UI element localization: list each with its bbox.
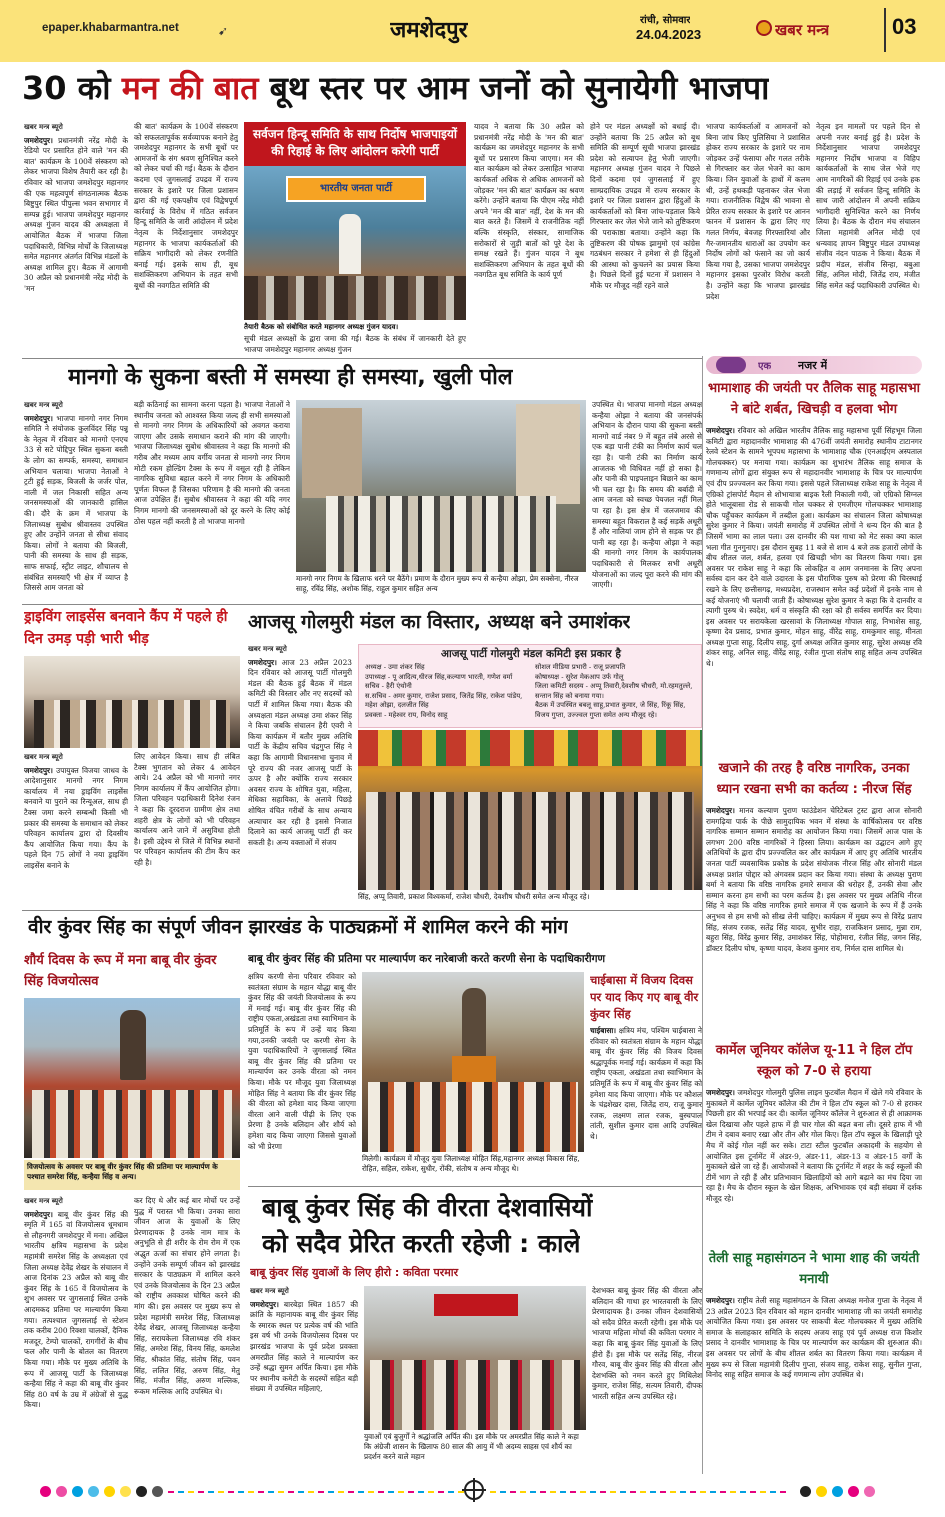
people-row <box>326 496 556 572</box>
crowd <box>34 700 230 748</box>
byline: खबर मन्त्र ब्यूरो <box>24 401 63 409</box>
story1-column-4: यादव ने बताया कि 30 अप्रैल को प्रधानमंत्री नरेंद्र मोदी के 'मन की बात' कार्यक्रम का जमशेदपुर महानगर के सभी बूथों पर प्रसारण किया जाएगा। मन की बात कार्यक्रम को लेकर उत्साहित भाजपा कार्यकर्ता अधिक से अधिक आमजनों को जोड़कर 'मन की बात' कार्यक्रम का श्रवण करेंगे। उन्होंने बताया कि पीएम नरेंद्र मोदी अपने 'मन की बात' नहीं, देश के मन की बात करते हैं। जिसमें वे राजनीतिक नहीं बल्कि संस्कृति, संस्कार, सामाजिक सरोकारों से जुड़ी बातों को पूरे देश के समक्ष रखते हैं। गुंजन यादव ने बूथ सशक्तिकरण अभियान के तहत बूथों की नवगठित बूथ समिति के कार्य पूर्ण <box>474 122 584 280</box>
story1-meeting-photo <box>244 166 466 320</box>
headline-carmel-junior: कार्मेल जूनियर कॉलेज यू-11 ने हिल टॉप स्कूल को 7-0 से हराया <box>715 1043 913 1079</box>
registration-strip-right <box>490 1491 790 1493</box>
headline-kunwar-singh-veerta-2: को सदैव प्रेरित करती रहेजी : काले <box>262 1229 581 1258</box>
story-text: बारबेड़ा स्थित 1857 की क्रांति के महानायक बाबू वीर कुंवर सिंह के स्मारक स्थल पर प्रत्येक वर्ष की भांति इस वर्ष भी उनके विजयोत्सव दिवस पर झारखंड भाजपा के पूर्व प्रदेश प्रवक्ता अमरप्रीत सिंह काले ने माल्यार्पण कर उन्हें श्रद्धा सुमन अर्पित किया। इस मौके पर स्थानीय कमेटी के सदस्यों सहित बड़ी संख्या में उपस्थित महिलाएं, <box>250 1299 358 1394</box>
story4-photo-caption: सिंह, अप्पू तिवारी, प्रकाश विश्वकर्मा, राजेश चौधरी, देवशीष चौधरी समेत अन्य मौजूद रहे। <box>358 892 590 901</box>
byline: खबर मन्त्र ब्यूरो <box>24 753 63 761</box>
dateline: जमशेदपुर। <box>706 1296 735 1305</box>
story3-camp-photo <box>24 656 240 748</box>
story1-column-2: की बात' कार्यक्रम के 100वें संस्करण को सफलतापूर्वक सर्वव्यापक बनाने हेतु जमशेदपुर महानगर के सभी बूथों पर आमजनों के संग श्रवण सुनिश्चित करने को लेकर चर्चा की गई। बैठक के दौरान कदमा एवं जुगसलाई उपद्रव में राज्य सरकार के इशारे पर जिला प्रशासन द्वारा की गई एकपक्षीय एवं विद्वेषपूर्ण कार्रवाई के विरोध में गठित सर्वजन हिन्दू समिति के जारी आंदोलन में प्रदेश नेतृत्व के निर्देशानुसार जमशेदपुर महानगर के भाजपा कार्यकर्ताओं की सक्रिय भागीदारी को लेकर रणनीति बनाई गई। इसके साथ ही, बूथ सशक्तिकरण अभियान के तहत सभी बूथों की नवगठित समिति की <box>134 122 238 290</box>
people-row <box>368 1082 578 1152</box>
subhead-kavita-parmar: बाबू कुंवर सिंह युवाओं के लिए हीरो : कविता परमार <box>250 1266 459 1279</box>
people-row <box>366 792 694 890</box>
party-banners <box>358 730 702 766</box>
garland <box>452 1056 496 1082</box>
dateline: जमशेदपुर। <box>24 1209 53 1219</box>
chaibasa-box <box>590 972 702 1184</box>
headline-part-a: 30 को <box>22 69 122 107</box>
story1-column-3: सूची मंडल अध्यक्षों के द्वारा जमा की गई। बैठक के संबंध में जानकारी देते हुए भाजपा जमशेदपुर महानगर अध्यक्ष गुंजन <box>244 334 466 354</box>
story-text: जमशेदपुर गोलमुरी पुलिस लाइन फुटबॉल मैदान में खेले गये रविवार के मुकाबले में कार्मेल जूनियर कॉलेज की टीम ने हिल टॉप स्कूल को 7-0 से हराकर पिछली हार की भरपाई कर दी। कार्मेल जूनियर कॉलेज ने शुरुआत से ही आक्रामक खेल दिखाया और पहले हाफ में ही चार गोल की बढ़त बना ली। दूसरे हाफ में भी टीम ने दबाव बनाए रखा और तीन और गोल किए। हिल टॉप स्कूल के खिलाड़ी पूरे मैच में कोई गोल नहीं कर सके। टाटा स्टील फुटबॉल अकादमी के सहयोग से आयोजित इस टूर्नामेंट में अंडर-9, अंडर-11, अंडर-13 व अंडर-15 वर्गों के मुकाबले खेले जा रहे हैं। आयोजकों ने बताया कि टूर्नामेंट में शहर के कई स्कूलों की टीमें भाग ले रही हैं और प्रतिभावान खिलाड़ियों को आगे बढ़ाने का मंच दिया जा रहा है। मैच के दौरान स्कूल के खेल शिक्षक, अभिभावक एवं बड़ी संख्या में दर्शक मौजूद रहे। <box>706 1088 922 1203</box>
divider <box>22 604 702 605</box>
story9-karni-sena-photo <box>362 972 584 1152</box>
byline: खबर मन्त्र ब्यूरो <box>24 123 63 131</box>
statue <box>120 1010 146 1080</box>
headline-teli-sahu: तेली साहू महासंगठन ने भामा शाह की जयंती मनायी <box>708 1251 920 1287</box>
color-registration-left <box>40 1486 163 1497</box>
photo-banner-text: भारतीय जनता पार्टी <box>286 176 426 202</box>
story2-column-2: बड़ी कठिनाई का सामना करना पड़ता है। भाजपा नेताओं ने स्थानीय जनता को आश्वस्त किया जल्द ही सभी समस्याओं से मानगो नगर निगम के अधिकारियों को अवगत कराया जाएगा और उसके समाधान कराने की मांग की जाएगी। भाजपा जिलाध्यक्ष सुबोध श्रीवास्तव ने कहा कि मानगो की गरीब और मध्यम आय वर्गीय जनता से मानगो नगर निगम मोटी रकम होल्डिंग टैक्स के रूप में वसूल रही है लेकिन नागरिक सुविधा बहाल करने में नगर निगम के अधिकारी पूर्णतः विफल हैं जिसका परिणाम है की मानगो की जनता आज उपेक्षित हैं। सुबोध श्रीवास्तव ने कहा की यदि नगर निगम मानगो की जनसमस्याओं को दूर करने के लिए कोई ठोस पहल नहीं करती है तो भाजपा मानगो <box>134 400 290 526</box>
dateline: जमशेदपुर। <box>248 657 277 667</box>
story10-memorial-photo <box>364 1286 586 1430</box>
divider <box>248 1186 702 1187</box>
registration-target-h <box>462 1489 486 1491</box>
dateline: जमशेदपुर। <box>706 426 735 435</box>
dateline: जमशेदपुर। <box>706 806 735 815</box>
headline-veer-kunwar-singh: वीर कुंवर सिंह का संपूर्ण जीवन झारखंड के पाठ्यक्रमों में शामिल करने की मांग <box>28 916 569 938</box>
byline: खबर मन्त्र ब्यूरो <box>24 1197 63 1205</box>
story-text: मानव कल्याण पुराण फाउंडेशन चेरिटेबल ट्रस्ट द्वारा आज सोनारी रामगढ़िया पार्क के पीछे सामुदायिक भवन में संस्था के वार्षिकोत्सव पर वरिष्ठ नागरिक सम्मान सम्मान समारोह का आयोजन किया गया। जिसमें आज पास के लगभग 200 वरिष्ठ नागरिकों ने हिस्सा लिया। कार्यक्रम का उद्घाटन आगे हुए अतिथियों के द्वारा दीप प्रज्ज्वलित कर और कार्यक्रम में आए हुए अतिथि भारतीय जनता पार्टी व्यवसायिक प्रकोष्ठ के प्रदेश संयोजक नीरज सिंह और सोनारी मंडल अध्यक्ष प्रशांत पोद्दार को अंगवस्त्र प्रदान कर किया गया। संस्था के अध्यक्ष पुराण बर्मा ने बताया कि वरिष्ठ नागरिक हमारे समाज की धरोहर हैं, उनकी सेवा और सम्मान करना हम सभी का परम कर्तव्य है। इस अवसर पर मुख्य अतिथि नीरज सिंह ने कहा कि वरिष्ठ नागरिक हमारे समाज में एक खजाने के रूप में हैं उनके अनुभव से हम सभी को सीख लेनी चाहिए। कार्यक्रम में मुख्य रूप से विरेंद्र प्रताप सिंह, संजय रजक, सतेंद्र सिंह यादव, सुभीर राहा, राजकिशन प्रसाद, मुन्ना राम, बहुरा सिंह, विरेंद्र कुमार सिंह, उमाशंकर सिंह, पोहोमारा, रंजीत सिंह, जगन सिंह, डॉक्टर दिलीप घोष, कृष्णा यादव, केशव कुमार राय, निर्मल दास शामिल थे। <box>706 806 922 953</box>
story2-group-photo <box>296 400 586 572</box>
chaibasa-headline: चाईबासा में विजय दिवस पर याद किए गए बाबू वीर कुंवर सिंह <box>590 973 699 1021</box>
story10-photo-caption: युवाओं एवं बुजुर्गों ने श्रद्धांजलि अर्पित की। इस मौके पर अमरप्रीत सिंह काले ने कहा कि अंग्रेजी शासन के खिलाफ 80 साल की आयु में भी अदम्य साहस एवं शौर्य का प्रदर्शन करने वाले महान <box>364 1432 579 1461</box>
edition-place-day: रांची, सोमवार <box>640 15 691 26</box>
story-text: क्षत्रिय मंच, पश्चिम चाईबासा ने रविवार को स्वतंत्रता संग्राम के महान योद्धा बाबू वीर कुंवर सिंह की विजय दिवस श्रद्धापूर्वक मनाई गई। कार्यक्रम में कहा कि राष्ट्रीय एकता, अखंडता तथा स्वाभिमान के प्रतिमूर्ति के रूप में बाबू वीर कुंवर सिंह को हमेशा याद किया जाएगा। मौके पर कौशल के चंद्रशेखर दास, जितेंद्र राय, राजू कुमार रजक, लक्ष्मण लाल रजक, बुस्चपाल तांती, सुशील कुमार दास आदि उपस्थित थे। <box>590 1026 702 1141</box>
story1-column-7: नेतृत्व इन मामलों पर पहले दिन से अपनी नजर बनाई हुई है। प्रदेश के निर्देशानुसार भाजपा जमशेदपुर महानगर निर्दोष भाजपा व विहिप कार्यकर्ताओं के साथ जेल भेजे गए आम नागरिकों की रिहाई एवं उनके हक की लड़ाई में सर्वजन हिन्दू समिति के साथ जारी आंदोलन में अपनी सक्रिय भागीदारी सुनिश्चित करने का निर्णय लिया है। बैठक के दौरान मंच संचालन जिला महामंत्री अनिल मोदी एवं धन्यवाद ज्ञापन बिष्टुपुर मंडल उपाध्यक्ष संजीव नंदन पाठक ने किया। बैठक में प्रदीप मंडल, संजीव सिन्हा, बबुआ सिंह, अनिल मोदी, जितेंद्र राय, मंजीत सिंह समेत कई पदाधिकारी उपस्थित थे। <box>816 122 920 290</box>
divider <box>22 358 702 359</box>
story1-column-5: होने पर मंडल अध्यक्षों को बधाई दी। उन्होंने बताया कि 25 अप्रैल को बूथ समिति की सम्पूर्ण सूची भाजपा झारखंड प्रदेश को सत्यापन हेतु भेजी जाएगी। महानगर अध्यक्ष गुंजन यादव ने पिछले दिनों कदमा एवं जुगसलाई में हुए साम्प्रदायिक उपद्रव में राज्य सरकार के इशारे पर जिला प्रशासन द्वारा हिंदुओं के कार्यकर्ताओं को बिना जांच-पड़ताल किये गिरफ्तार कर जेल भेजे जाने को तुष्टिकरण की पराकाष्ठा बताया। उन्होंने कहा कि तुष्टिकरण की पोषक झामुमो एवं कांग्रेस गठबंधन सरकार ने हमेशा से ही हिंदुओं की आस्था को कुचलने का प्रयास किया है। पिछले दिनों हुई घटना में प्रशासन ने मौके पर मौजूद नहीं रहने वाले <box>590 122 700 290</box>
subhead-karni-sena: बाबू वीर कुंवर सिंह की प्रतिमा पर माल्यार्पण कर नारेबाजी करते करणी सेना के पदाधिकारीगण <box>248 953 606 965</box>
ek-nazar-kicker-2: नजर में <box>798 359 828 372</box>
ek-nazar-icon <box>716 357 746 373</box>
subhead-shaurya-diwas: शौर्य दिवस के रूप में मना बाबू वीर कुंवर सिंह विजयोत्सव <box>24 953 217 989</box>
story10-column-1 <box>250 1286 358 1472</box>
speaker-figure <box>339 214 361 274</box>
dateline: जमशेदपुर। <box>24 135 53 145</box>
statue <box>462 988 486 1058</box>
story-text: उपायुक्त विजया जाधव के आदेशानुसार मानगो नगर निगम कार्यालय में नया ड्राइविंग लाइसेंस बनवाने या पुराने का रिन्यूअल, साथ ही टैक्स जमा करने सम्बन्धी किसी भी प्रकार की समस्या के समाधान को लेकर परिवहन कार्यालय द्वारा दो दिवसीय कैंप आयोजित किया गया। कैंप के पहले दिन 75 लोगों ने नया ड्राइविंग लाइसेंस बनाने के <box>24 765 128 870</box>
story3-column-1 <box>24 752 128 908</box>
story3-column-2: लिए आवेदन किया। साथ ही लंबित टैक्स भुगतान को लेकर 4 आवेदन आये। 24 अप्रैल को भी मानगो नगर निगम कार्यालय में कैंप आयोजित होगा। जिला परिवहन पदाधिकारी दिनेश रंजन ने कहा कि दूरदराज ग्रामीण क्षेत्र तथा शहरी क्षेत्र के लोगों को भी परिवहन कार्यालय आने जाने में असुविधा होती है। इसी उद्देश्य से जिले में विभिन्न स्थानों पर परिवहन कार्यालय की टीम कैंप कर रही है। <box>134 752 240 867</box>
headline-mann-ki-baat <box>22 66 769 110</box>
page-divider <box>884 8 886 52</box>
chaibasa-body <box>590 1026 702 1182</box>
story9-column-1 <box>24 1196 128 1472</box>
story2-column-1 <box>24 400 128 600</box>
column-divider <box>702 356 703 1474</box>
brand-logo-icon <box>756 20 772 36</box>
website-url[interactable]: epaper.khabarmantra.net <box>42 22 179 34</box>
audience <box>244 276 466 320</box>
story7-body <box>706 1088 922 1244</box>
headline-bhamashah: भामाशाह की जयंती पर तैलिक साहू महासभा ने बांटे शर्बत, खिचड़ी व हलवा भोग <box>708 381 920 417</box>
story4-group-photo <box>358 730 702 890</box>
headline-senior-citizens: खजाने की तरह है वरिष्ठ नागरिक, उनका ध्यान रखना सभी का कर्तव्य : नीरज सिंह <box>716 761 912 797</box>
memorial-board <box>434 1294 518 1316</box>
dateline: जमशेदपुर। <box>24 765 53 775</box>
headline-part-c: बूथ स्तर पर आम जनों को सुनायेगी भाजपा <box>258 69 770 107</box>
dateline: जमशेदपुर। <box>24 413 53 423</box>
story-text: बाबू वीर कुंवर सिंह की स्मृति में 165 वां विजयोत्सव धूमधाम से लौहनगरी जमशेदपुर में मना। अखिल भारतीय क्षत्रिय महासभा के प्रदेश महामंत्री समरेश सिंह के अध्यक्षता एवं जिला अध्यक्ष देवेंद्र शेखर के संचालन में आज दिनांक 23 अप्रैल को बाबू वीर कुंवर सिंह के 165 वें विजयोत्सव के शुभ अवसर पर जुगसलाई स्थित उनके आदमकद प्रतिमा पर माल्यार्पण किया गया। तत्पश्चात जुगसलाई से स्टेशन तक करीब 200 रिक्शा चालकों, दैनिक मजदूर, टेम्पो चालकों, रागगीरों के बीच फल और पानी के बोतल का वितरण किया गया। मौके पर मुख्य अतिथि के रूप में आजसू पार्टी के जिलाध्यक्ष कन्हैया सिंह ने कहा की बाबू वीर कुंवर सिंह 80 वर्ष के उम्र में अंग्रेजों से युद्ध किया। <box>24 1209 128 1410</box>
byline: खबर मन्त्र ब्यूरो <box>248 645 287 653</box>
headline-ajsu-golmuri: आजसू गोलमुरी मंडल का विस्तार, अध्यक्ष बने उमाशंकर <box>248 611 631 633</box>
byline: खबर मन्त्र ब्यूरो <box>250 1287 289 1295</box>
story-text: राष्ट्रीय तेली साहू महासंगठन के जिला अध्यक्ष मनोज गुप्ता के नेतृत्व में 23 अप्रैल 2023 दिन रविवार को महान दानवीर भामाशाह जी का जयंती समारोह आयोजित किया गया। इस अवसर पर साकची बेल्ट गोलचक्कर में मुख्य अतिथि समाज के सलाहकार समिति के सदस्य अजय साहू एवं पूर्व अध्यक्ष राज किशोर प्रसाद ने दानवीर भामाशाह के चित्र पर माल्यार्पण कर कार्यक्रम की शुरुआत की। इस अवसर पर लोगों के बीच शीतल शर्बत का वितरण किया गया। कार्यक्रम में मुख्य रूप से जिला महामंत्री दिलीप गुप्ता, संजय साहू, राकेश साहू, सुनील गुप्ता, विनोद साहू सहित समाज के कई गणमान्य लोग उपस्थित थे। <box>706 1296 922 1380</box>
story9-statue-photo <box>24 998 240 1158</box>
story9-column-2: कर दिए थे और कई बार मोर्चो पर उन्हें युद्ध में परास्त भी किया। उनका सारा जीवन आज के युवाओं के लिए प्रेरणादायक है उनके नाम मात्र के अनुभूति से ही शरीर के रोम रोम में एक अद्भुत ऊर्जा का संचार होने लगता है। उन्होंने उनके सम्पूर्ण जीवन को झारखंड सरकार के पाठ्यक्रम में शामिल करने एवं उनके विजयोत्सव के दिन 23 अप्रैल को राष्ट्रीय अवकाश घोषित करने की मांग की। इस अवसर पर मुख्य रूप से प्रदेश महामंत्री समरेश सिंह, जिलाध्यक्ष देवेंद्र शेखर, आजसू जिलाध्यक्ष कन्हैया सिंह, सरायकेला जिलाध्यक्ष रवि शंकर सिंह, अमरेश सिंह, विनय सिंह, कमलेश सिंह, श्रीकांत सिंह, संतोष सिंह, पवन सिंह, ललित सिंह, अरुण सिंह, मेतु सिंह, मंजीत सिंह, अरुण मल्लिक, रूकम मल्लिक आदि उपस्थित थे। <box>134 1196 240 1396</box>
story9-left-caption: विजयोत्सव के अवसर पर बाबू वीर कुंवर सिंह की प्रतिमा पर माल्यार्पण के पश्चात समरेश सिंह, कन्हैया सिंह व अन्य। <box>24 1160 240 1190</box>
color-registration-right <box>800 1486 875 1497</box>
building-right <box>516 404 580 504</box>
dateline: जमशेदपुर। <box>706 1088 735 1097</box>
headline-driving-licence: ड्राइविंग लाइसेंस बनवाने कैंप में पहले ही दिन उमड़ पड़ी भारी भीड़ <box>24 609 228 647</box>
story1-column-6: भाजपा कार्यकर्ताओं व आमजनों को बिना जांच किए पुलिसिया ने प्रशासित होकर राज्य सरकार के इशारे पर नाम जोड़कर उन्हें फंसाया और गलत तरीके से गिरफ्तार कर जेल भेजने का काम किया। जिन युवाओं के हाथों में कलम थी, उन्हें हथकड़ी पहनाकर जेल भेजा गया। राजनीतिक विद्वेष की भावना से प्रेरित राज्य सरकार के इशारे पर आनन फानन में प्रशासन के द्वारा लिए गए गलत निर्णय, बेवजह गिरफ्तारियां और गैर-जमानतीय धाराओं का उपयोग कर निर्दोष लोगों को फंसाने का जो कार्य किया गया है, उसका भाजपा जमशेदपुर महानगर इसका पुरजोर विरोध करती है। उन्होंने कहा कि भाजपा झारखंड प्रदेश <box>706 122 810 301</box>
story-text: आज 23 अप्रैल 2023 दिन रविवार को आजसू पार्टी गोलमुरी मंडल की बैठक हुई बैठक में मंडल कमिटी की विस्तार और नए सदस्यों को पार्टी में शामिल किया गया। बैठक की अध्यक्षता मंडल अध्यक्ष उमा शंकर सिंह ने किया जबकि संचालन हैरी एवरी ने किया कार्यक्रम में बतौर मुख्य अतिथि पार्टी के केंद्रीय सचिव चंद्रगुप्त सिंह ने कहा कि आगामी विधानसभा चुनाव में पूरे राज्य की नजर आजसू पार्टी के ऊपर है और क्योंकि राज्य सरकार अवसर राज्य के शोषित युवा, महिला, मेधिका सहायिका, के अलावे पिछड़े शोषित वंचित गरीबों के साथ अन्याय अत्याचार कर रही है इससे निजात दिलाने का कार्य आजसू पार्टी ही कर सकती है। अन्य वक्ताओं में संजय <box>248 657 352 847</box>
cursor-icon: ➹ <box>218 24 229 38</box>
committee-box-title: आजसू पार्टी गोलमुरी मंडल कमिटी इस प्रकार है <box>441 648 621 660</box>
brand-name: खबर मन्त्र <box>775 21 830 39</box>
headline-kunwar-singh-veerta-1: बाबू कुंवर सिंह की वीरता देशवासियों <box>262 1193 593 1222</box>
edition-city: जमशेदपुर <box>390 18 468 43</box>
story8-body <box>706 1296 922 1468</box>
story4-column-1 <box>248 644 352 908</box>
people-row <box>370 1360 580 1430</box>
story1-photo-caption: तैयारी बैठक को संबोधित करते महानगर अध्यक्ष गुंजन यादव। <box>244 322 399 331</box>
story5-body <box>706 426 922 752</box>
dateline: जमशेदपुर। <box>250 1299 279 1309</box>
story2-column-3: उपस्थित थे। भाजपा मानगो मंडल अध्यक्ष कन्हैया ओझा ने बताया की जनसंपर्क अभियान के दौरान पाया की सुकना बस्ती मानगो वार्ड नंबर 9 में बहुत लंबे अरसे से एक बड़ा पानी टंकी का निर्माण कार्य चल रहा है। पानी टंकी का निर्माण कार्य आजतक भी विधिवत नहीं हो सका है। और पानी की पाइपलाइन बिछाने का काम भी चल रहा है। कि समय की बर्बादी में आम जनता को स्वच्छ पेयजल नहीं मिल पा रहा है। इस क्षेत्र में जलजमाव की समस्या बहुत विकराल है कई सड़कें अधूरी हैं और नालियां जाम होने से सड़क पर ही पानी बह रहा है। कन्हैया ओझा ने कहा की मानगो नगर निगम के कार्यपालक पदाधिकारी से मिलकर सभी अधूरी योजनाओं का जल्द पूरा करने की मांग की जाएगी। <box>592 400 702 590</box>
people-row <box>32 1090 232 1158</box>
committee-box <box>358 644 702 728</box>
dateline: चाईबासा। <box>590 1026 617 1035</box>
ek-nazar-kicker-1: एक <box>758 361 772 372</box>
story6-body <box>706 806 922 1036</box>
committee-members-right: सोशल मीडिया प्रभारी - राजू प्रजापति कोषाध्यक्ष - सुरेश मेकआप उर्फ गोलू जिला कमिटी सदस्य - अप्पू तिवारी,देवशीष चौधरी, मो.रहमतुल्ले, सन्तान सिंह को बनाया गया। बैठक में उपस्थित बबलू साहू,प्रभात कुमार, जे सिंह, रिंकू सिंह, विजय गुप्ता, उज्ज्वल गुप्ता समेत अन्य मौजूद रहे। <box>535 663 693 719</box>
story-text: भाजपा मानगो नगर निगम समिति ने संयोजक कुलविंदर सिंह पन्नू के नेतृत्व में रविवार को मानगो एनएच 33 से सटे पोद्दिपुर स्थित सुकना बस्ती के लोग का सम्पर्क, समस्या, समाधान अभियान चलाया। भाजपा नेताओं ने ट्रटी हुई सड़क, बिजली के जर्जर पोल, नाली में जल निकासी सहित अन्य जनसमस्याओं की जानकारी हासिल की। दौरे के क्रम में भाजपा के जिलाध्यक्ष सुबोध श्रीवास्तव उपस्थित हुए और उन्होंने जनता से सीधा संवाद किया। लोगों ने बताया की बिजली, पानी की समस्या के साथ ही सड़क, साफ सफाई, स्ट्रीट लाइट, शौचालय से संबंधित समस्याएँ भी क्षेत्र में व्याप्त है जिससे आम जनता को <box>24 413 128 593</box>
story9-karni-sena-caption: मिलेगी। कार्यक्रम में मौजूद युवा जिलाध्यक्ष मोहित सिंह,महानगर अध्यक्ष विकास सिंह, रोहित, सहिल, राकेश, सुधीर, रोंकी, संतोष व अन्य मौजूद थे। <box>362 1154 580 1173</box>
story2-photo-caption: मानगो नगर निगम के खिलाफ धरने पर बैठेंगे। प्रमाण के दौरान मुख्य रूप से कन्हैया ओझा, प्रेम सक्सेना, नीरज साहू, रविंद्र सिंह, अशोक सिंह, राहुल कुमार सहित अन्य <box>296 574 579 593</box>
story-text: प्रधानमंत्री नरेंद्र मोदी के रेडियो पर प्रसारित होने वाले 'मन की बात' कार्यक्रम के 100वें संस्करण को लेकर भाजपा विशेष तैयारी कर रही है। रविवार को भाजपा जमशेदपुर महानगर की एक महत्वपूर्ण संगठनात्मक बैठक बिष्टुपुर स्थित पीपुल्स भवन सभागार में सम्पन्न हुई। भाजपा जमशेदपुर महानगर अध्यक्ष गुंजन यादव की अध्यक्षता में आयोजित बैठक में भाजपा जिला पदाधिकारी, विभिन्न मोर्चों के जिलाध्यक्ष समेत महानगर अंतर्गत विभिन्न मंडलों के अध्यक्ष शामिल हुए। बैठक में आगामी 30 अप्रैल को प्रधानमंत्री नरेंद्र मोदी के 'मन <box>24 135 128 293</box>
divider <box>22 910 702 911</box>
story9-column-3: क्षत्रिय करणी सेना परिवार रविवार को स्वतंत्रता संग्राम के महान योद्धा बाबू वीर कुंवर सिंह की जयंती विजयोत्सव के रूप में मनाई गई। बाबू वीर कुंवर सिंह की राष्ट्रीय एकता,अखंडता तथा स्वाभिमान के प्रतिमूर्ति के रूप में उन्हें याद किया गया,उनकी जयंती पर करणी सेना के युवा पदाधिकारियों ने जुगसलाई स्थित बाबू वीर कुंवर सिंह की प्रतिमा पर माल्यार्पण कर उनके वीरता को नमन किया। मौके पर मौजूद युवा जिलाध्यक्ष मोहित सिंह ने बताया कि वीर कुंवर सिंह की वीरता को हमेशा याद किया जाएगा वीरता आने वाली पीढ़ी के लिए एक प्रेरणा है उनके बलिदान और शौर्य को हमेशा याद किया जाएगा जिससे युवाओं को भी प्रेरणा <box>248 972 356 1151</box>
building-left <box>302 408 362 498</box>
story1-column-1 <box>24 122 128 354</box>
registration-strip-left <box>168 1491 468 1493</box>
story10-column-3: देशभक्त बाबू कुंवर सिंह की वीरता और बलिदान की गाथा हर भारतवासी के लिए प्रेरणादायक है। उनका जीवन देशवासियों को सदैव प्रेरित करती रहेगी। इस मौके पर भाजपा महिला मोर्चा की कविता परमार ने कहा कि बाबू कुंवर सिंह युवाओं के लिए हीरो हैं। इस मौके पर सतेंद्र सिंह, नीरज गौरव, बाबू वीर कुंवर सिंह की वीरता और देशभक्ति को नमन करते हुए मिथिलेश कुमार, राजेश सिंह, सत्यम तिवारी, दीपक भारती सहित अन्य उपस्थित रहे। <box>592 1286 702 1401</box>
committee-members-left: अध्यक्ष - उमा शंकर सिंह उपाध्यक्ष - पू आदित्य,धीरज सिंह,कल्याण भारती, गणेश वर्मा सचिव - हैरी एंथोनी स.सचिव - अमर कुमार, राजेश प्रसाद, जितेंद्र सिंह, राकेश पांडेय, महेश ओझा, दलजीत सिंह प्रवक्ता - महेश्वर राय, विनोद साहू <box>365 663 523 719</box>
edition-date: 24.04.2023 <box>636 27 702 42</box>
story-text: रविवार को अखिल भारतीय तैलिक साहू महासभा पूर्वी सिंहभूम जिला कमिटी द्वारा महादानवीर भामाशाह की 476वीं जयंती समारोह स्थानीय टाटानगर रेलवे स्टेशन के सामने भूपपथ महासभा के भामाशाह चौक (एनआईएम अस्पताल गोलचक्कर) पर मनाया गया। कार्यक्रम का शुभारंभ तैलिक साहू समाज के गणमान्य लोगों द्वारा संयुक्त रूप से महादानवीर भामाशाह के चित्र पर माल्यार्पण एवं दीप प्रज्ज्वलन कर किया गया। इससे पहले जिलाध्यक्ष राकेश साहू के नेतृत्व में एग्रिको ट्रांसपोर्ट मैदान से शोभायात्रा बाइक रैली निकाली गयी, जो एग्रिको सिग्नल होते भालूबासा रोड से साकची गोल चक्कर से एमजीएम गोलचक्कर भामाशाह चौक पहुँचकर कार्यक्रम में तब्दील हुआ। कार्यक्रम का संचालन जिला कोषाध्यक्ष सुरेश कुमार ने किया। जयंती समारोह में उपस्थित लोगों ने धन्य दिन की बात है जिसमें भामा का लाल पला। उस दानवीर की यश गाथा को मेट सका क्या काल भला गीत गुनगुनाए। इस दौरान सुबह 11 बजे से शाम 4 बजे तक हजारों लोगों के बीच शीतल जल, शर्बत, हलवा एवं खिचड़ी भोग का वितरण किया गया। इस अवसर पर राकेश साहू ने कहा कि लोकहित व आम जनमानस के लिए अपना सर्वस्व दान कर देने वाले उदारता के इस पौराणिक पुरुष को प्रेरणा की चिरस्थाई रखने के लिए छत्तीसगढ़, मध्यप्रदेश, राजस्थान समेत कई प्रदेशों में इनके नाम से कई योजनाएं भी चलायी जाती हैं। कोषाध्यक्ष सुरेश कुमार ने कहा कि वे दानवीर व त्यागी पुरुष थे। स्वदेश, धर्म व संस्कृति की रक्षा को ही सर्वस्व समर्पित कर दिया। इस अवसर पर सरायकेला खरसावां के जिलाध्यक्ष गोपाल साहू, निभाशेस साहू, कृष्णा देव प्रसाद, प्रभात कुमार, मोहन साहू, वीरेंद्र साहू, रामकुमार साहू, मीनता अध्यक्ष गुप्ता साहू, दिलीप साहू, दुर्गा अध्यक्ष अजित कुमार साहू, सुरेश अध्यक्ष रवि शंकर साहू, अनिल साहू, वीरेंद्र साहू, रंजीत गुप्ता संतोष साहू सहित अन्य उपस्थित थे। <box>706 426 922 669</box>
headline-sukna-basti: मानगो के सुकना बस्ती में समस्या ही समस्या, खुली पोल <box>68 365 513 390</box>
headline-part-b: मन की बात <box>121 69 259 107</box>
page-number: 03 <box>892 14 917 39</box>
story1-banner: सर्वजन हिन्दू समिति के साथ निर्दोष भाजपाइयों की रिहाई के लिए आंदोलन करेगी पार्टी <box>244 122 466 166</box>
